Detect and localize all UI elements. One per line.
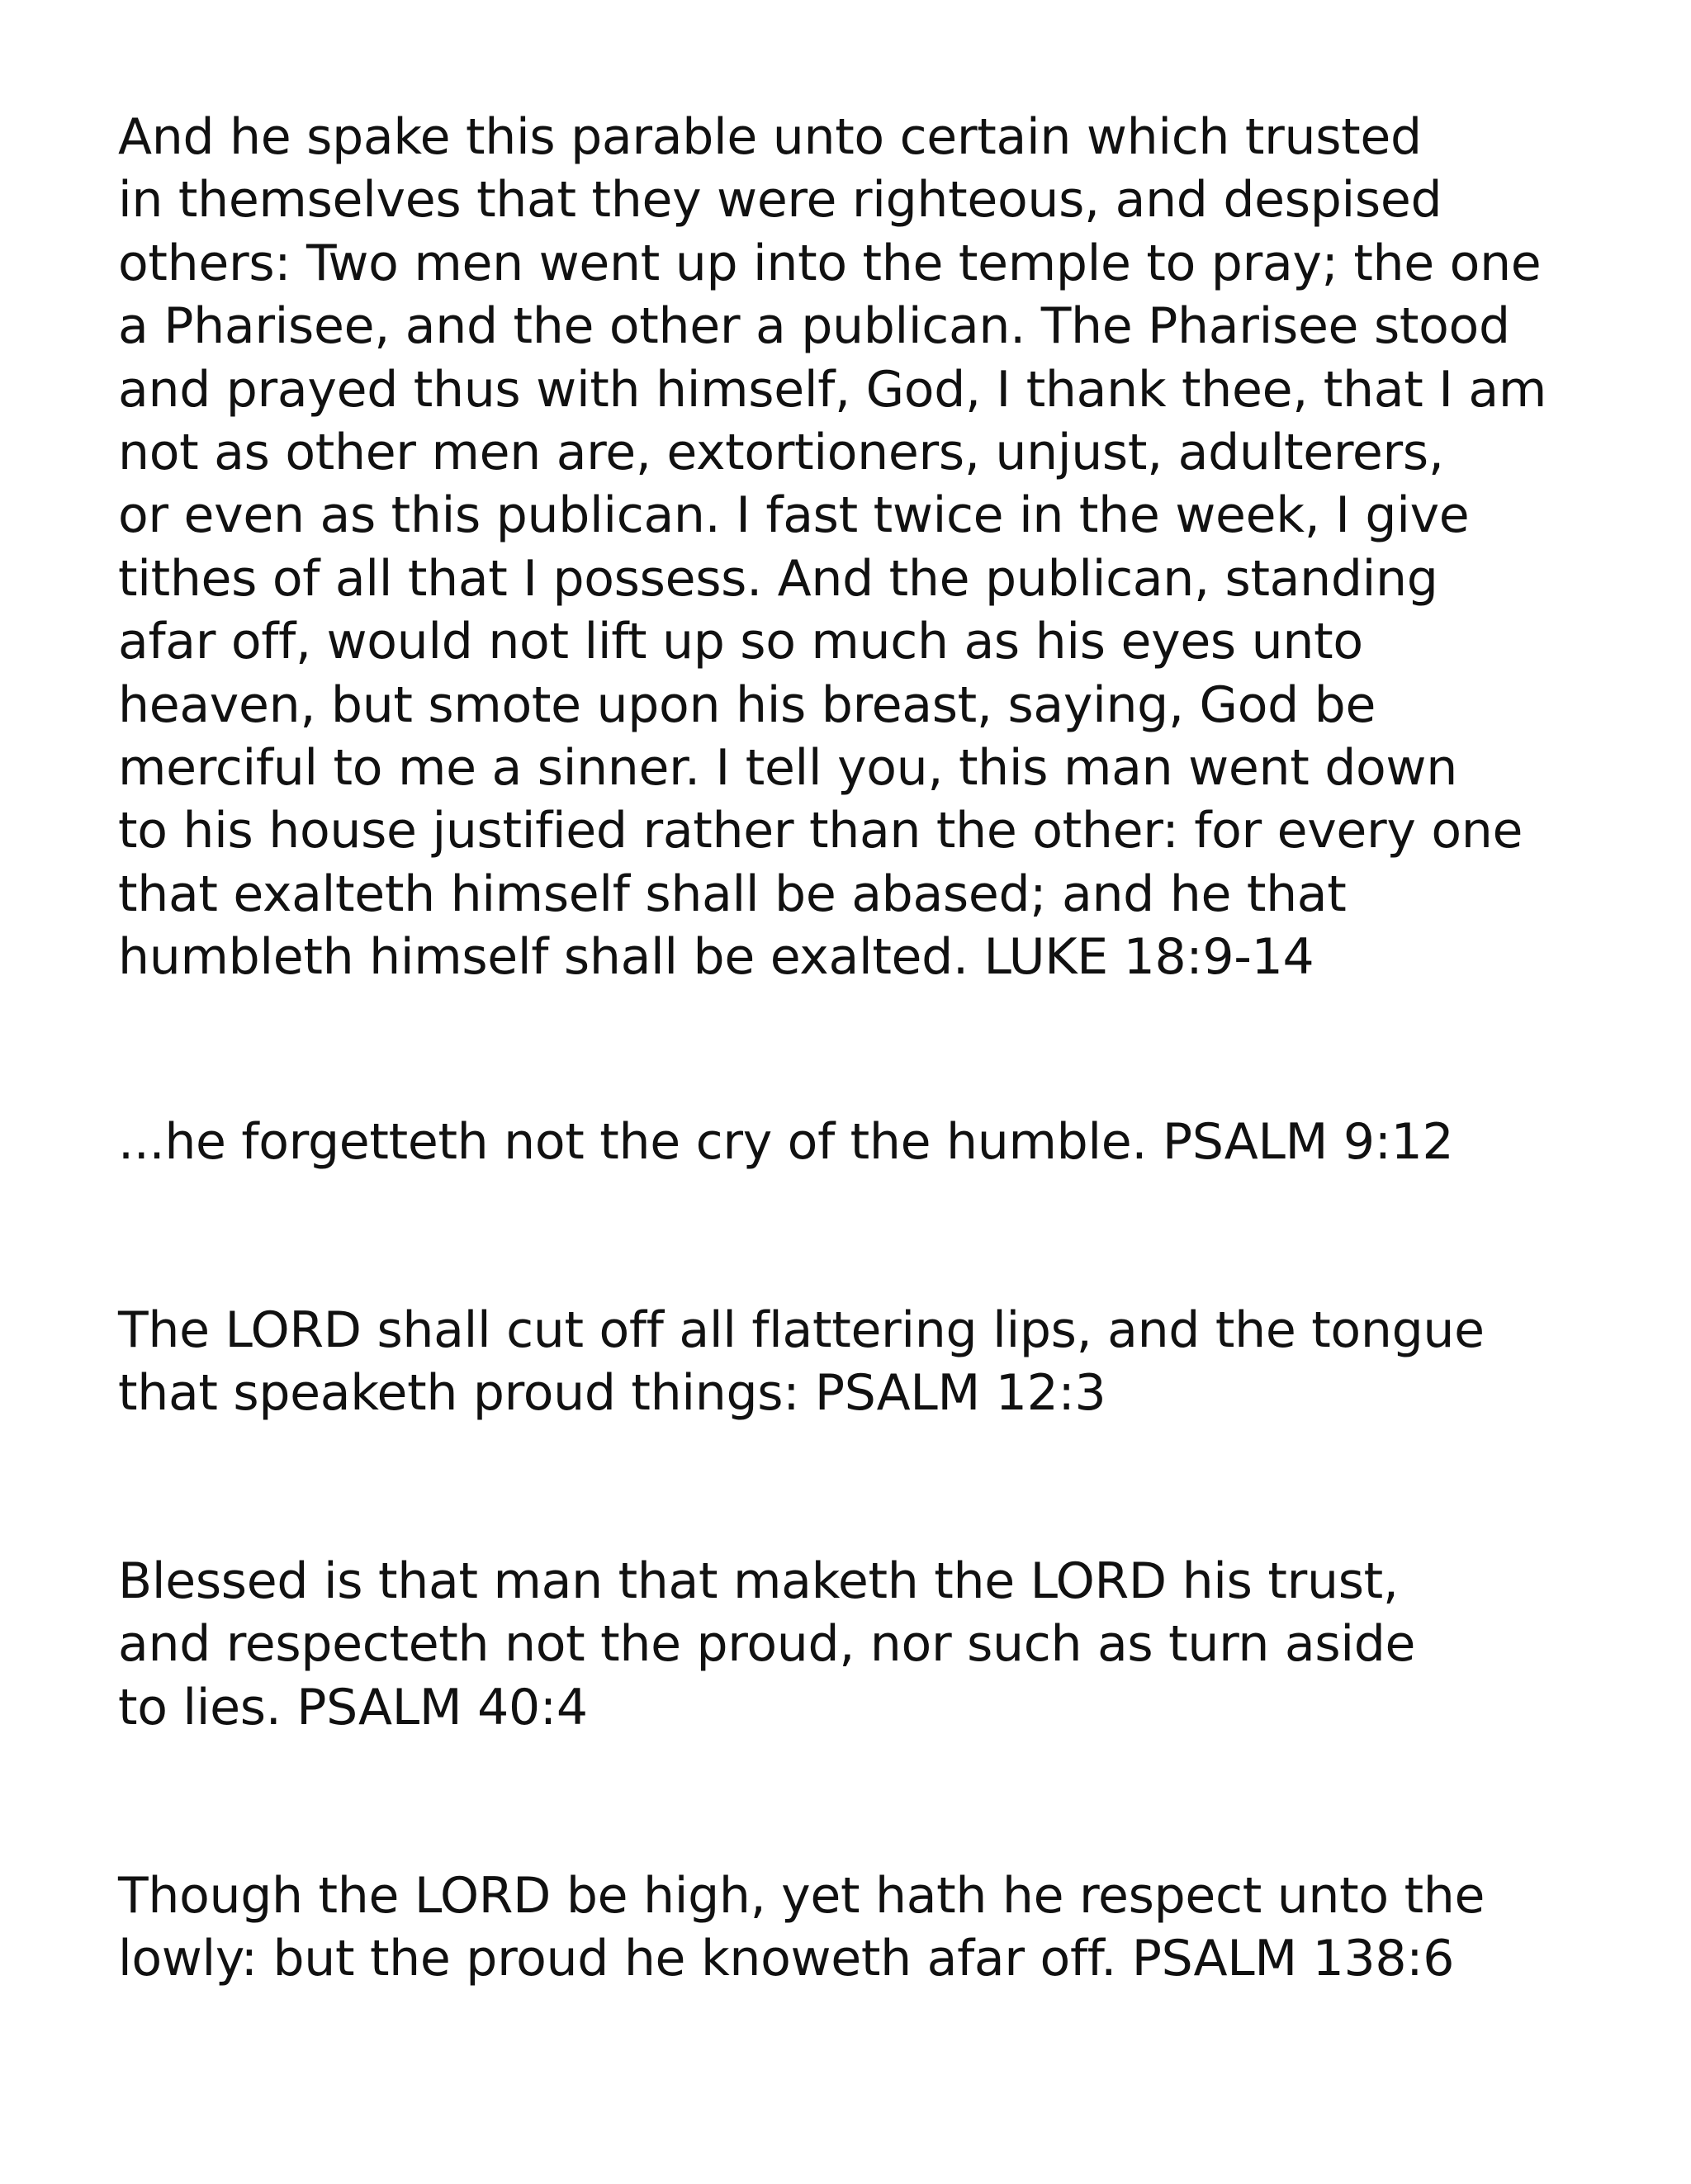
text-line: The LORD shall cut off all flattering lips, and the tongue: [118, 1301, 1485, 1359]
text-line: that speaketh proud things: PSALM 12:3: [118, 1364, 1106, 1423]
text-line: lowly: but the proud he knoweth afar off. PSALM 138:6: [118, 1930, 1455, 1988]
text-line: humbleth himself shall be exalted. LUKE 18:9-14: [118, 928, 1314, 987]
text-line: not as other men are, extortioners, unjust, adulterers,: [118, 424, 1444, 482]
text-line: to lies. PSALM 40:4: [118, 1678, 588, 1736]
passage-psalm-138-6: [118, 1864, 1654, 1991]
text-line: to his house justified rather than the other: for every one: [118, 802, 1523, 860]
text-line: or even as this publican. I fast twice in the week, I give: [118, 486, 1470, 545]
text-line: ...he forgetteth not the cry of the humble. PSALM 9:12: [118, 1113, 1454, 1171]
text-line: merciful to me a sinner. I tell you, this man went down: [118, 739, 1457, 798]
text-line: a Pharisee, and the other a publican. The Pharisee stood: [118, 297, 1510, 356]
text-line: and respecteth not the proud, nor such as turn aside: [118, 1615, 1416, 1674]
passage-psalm-40-4: [118, 1550, 1654, 1739]
text-line: Though the LORD be high, yet hath he respect unto the: [118, 1867, 1485, 1925]
text-line: that exalteth himself shall be abased; and he that: [118, 865, 1347, 923]
text-line: heaven, but smote upon his breast, saying, God be: [118, 675, 1376, 734]
text-line: in themselves that they were righteous, and despised: [118, 171, 1442, 230]
text-line: and prayed thus with himself, God, I thank thee, that I am: [118, 360, 1547, 419]
passage-luke-18-9-14: [118, 106, 1654, 989]
text-line: others: Two men went up into the temple to pray; the one: [118, 234, 1542, 292]
text-line: tithes of all that I possess. And the publican, standing: [118, 549, 1438, 608]
passage-psalm-9-12: [118, 1111, 1654, 1173]
text-line: And he spake this parable unto certain which trusted: [118, 108, 1422, 166]
passage-psalm-12-3: [118, 1299, 1654, 1425]
text-line: Blessed is that man that maketh the LORD his trust,: [118, 1552, 1399, 1610]
text-line: afar off, would not lift up so much as his eyes unto: [118, 613, 1363, 671]
